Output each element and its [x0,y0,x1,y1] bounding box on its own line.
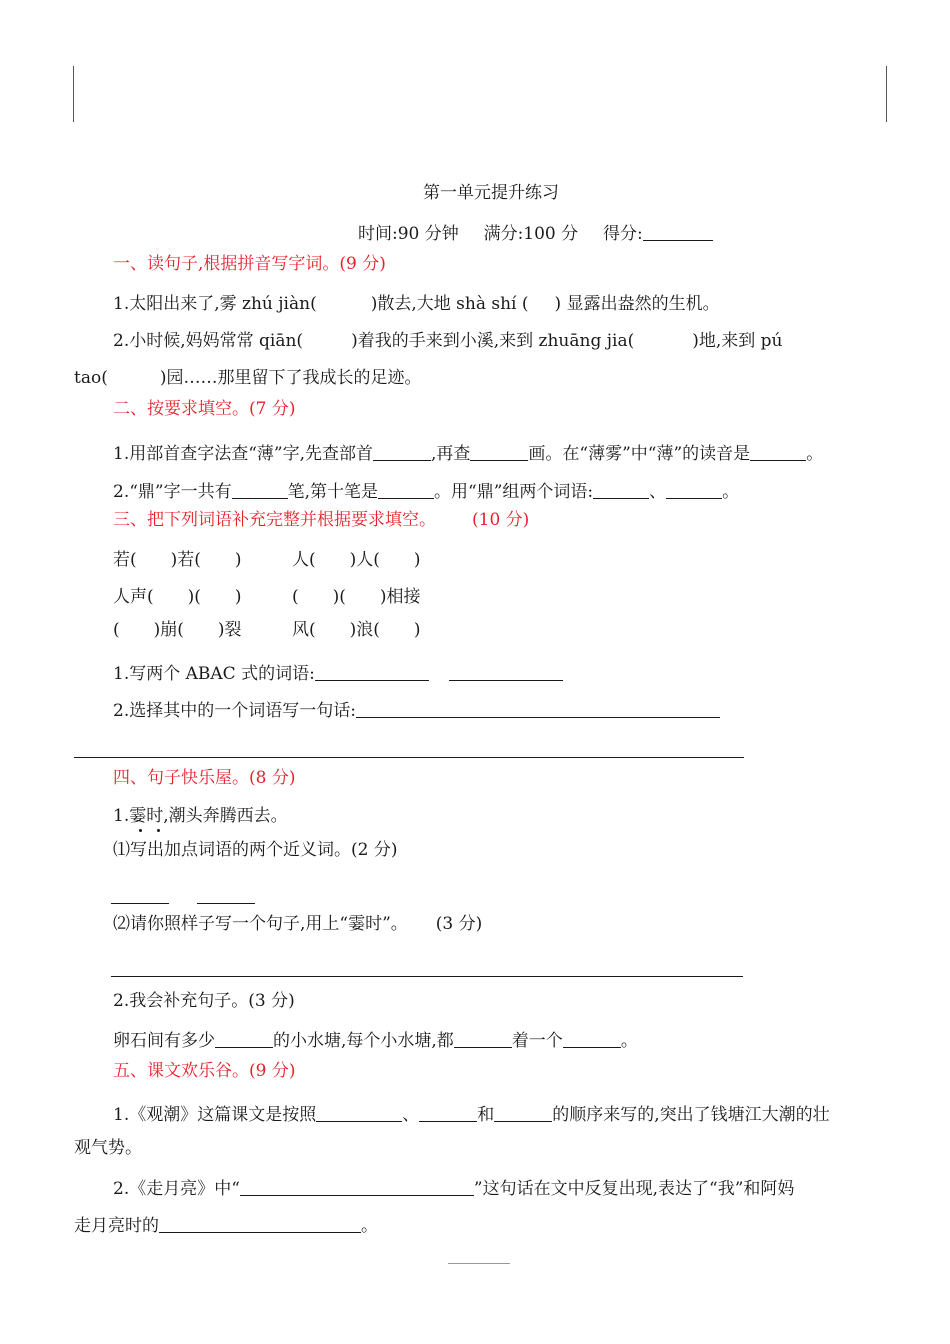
page-title: 第一单元提升练习 [423,183,559,203]
s4-question-2-line: 卵石间有多少 的小水塘,每个小水塘,都 着一个 。 [113,1031,638,1051]
s5-question-2-cont: 走月亮时的 。 [74,1216,378,1236]
word-fill-5[interactable]: ( )崩( )裂 [113,620,242,640]
s3-question-1: 1.写两个 ABAC 式的词语: [113,663,563,683]
answer-blank[interactable] [563,1030,621,1048]
section-3-heading: 三、把下列词语补充完整并根据要求填空。 (10 分) [113,510,530,530]
answer-blank[interactable] [373,443,431,461]
exam-meta [358,223,713,243]
answer-blank[interactable] [232,481,288,499]
answer-line[interactable] [197,903,255,904]
s5-question-2: 2.《走月亮》中“ ”这句话在文中反复出现,表达了“我”和阿妈 [113,1179,795,1199]
answer-blank[interactable] [454,1030,512,1048]
full-score-info: 满分:100 分 [483,224,579,244]
left-margin-line [73,66,74,122]
s4-sub-2: ⑵请你照样子写一个句子,用上“霎时”。 (3 分) [113,914,483,934]
answer-blank[interactable] [315,663,429,681]
answer-blank[interactable] [316,1104,402,1122]
answer-blank[interactable] [470,443,528,461]
s5-question-1: 1.《观潮》这篇课文是按照 、 和 的顺序来写的,突出了钱塘江大潮的壮 [113,1105,830,1125]
time-info: 时间:90 分钟 [358,224,459,244]
word-fill-4[interactable]: ( )( )相接 [292,587,421,607]
s3-question-2: 2.选择其中的一个词语写一句话: [113,700,720,720]
answer-blank[interactable] [159,1215,361,1233]
answer-blank[interactable] [215,1030,273,1048]
right-margin-line [886,66,887,122]
answer-blank[interactable] [750,443,806,461]
footer-divider [448,1263,510,1264]
answer-blank[interactable] [593,481,649,499]
word-fill-2[interactable]: 人( )人( ) [292,550,421,570]
s2-question-2: 2.“鼎”字一共有 笔,第十笔是 。用“鼎”组两个词语: 、 。 [113,482,740,502]
answer-blank[interactable] [494,1104,552,1122]
word-fill-1[interactable]: 若( )若( ) [113,550,242,570]
s1-question-2-cont: tao( )园……那里留下了我成长的足迹。 [74,368,422,388]
section-4-heading: 四、句子快乐屋。(8 分) [113,768,296,788]
answer-blank[interactable] [449,663,563,681]
emphasis-dot [157,829,160,832]
dotted-word: 霎时 [129,806,164,826]
answer-blank[interactable] [419,1104,477,1122]
word-fill-3[interactable]: 人声( )( ) [113,587,242,607]
section-2-heading: 二、按要求填空。(7 分) [113,399,296,419]
score-label: 得分: [602,224,643,244]
s1-question-1: 1.太阳出来了,雾 zhú jiàn( )散去,大地 shà shí ( ) 显露出盎然的生机。 [113,294,720,314]
word-fill-6[interactable]: 风( )浪( ) [292,620,421,640]
emphasis-dot [139,829,142,832]
answer-line[interactable] [111,976,743,977]
answer-blank[interactable] [666,481,722,499]
s4-sentence: 1.霎时,潮头奔腾西去。 [113,806,288,826]
answer-line[interactable] [74,757,744,758]
s4-question-2: 2.我会补充句子。(3 分) [113,991,295,1011]
section-1-heading: 一、读句子,根据拼音写字词。(9 分) [113,254,386,274]
answer-blank[interactable] [356,700,720,718]
section-5-heading: 五、课文欢乐谷。(9 分) [113,1061,296,1081]
answer-line[interactable] [111,903,169,904]
s1-question-2: 2.小时候,妈妈常常 qiān( )着我的手来到小溪,来到 zhuāng jia( )地,来到 pú [113,331,783,351]
s2-question-1: 1.用部首查字法查“薄”字,先查部首 ,再查 画。在“薄雾”中“薄”的读音是 。 [113,444,824,464]
answer-blank[interactable] [240,1178,474,1196]
answer-blank[interactable] [378,481,434,499]
score-blank[interactable] [643,223,713,241]
s4-sub-1: ⑴写出加点词语的两个近义词。(2 分) [113,840,398,860]
s5-question-1-cont: 观气势。 [74,1138,142,1158]
